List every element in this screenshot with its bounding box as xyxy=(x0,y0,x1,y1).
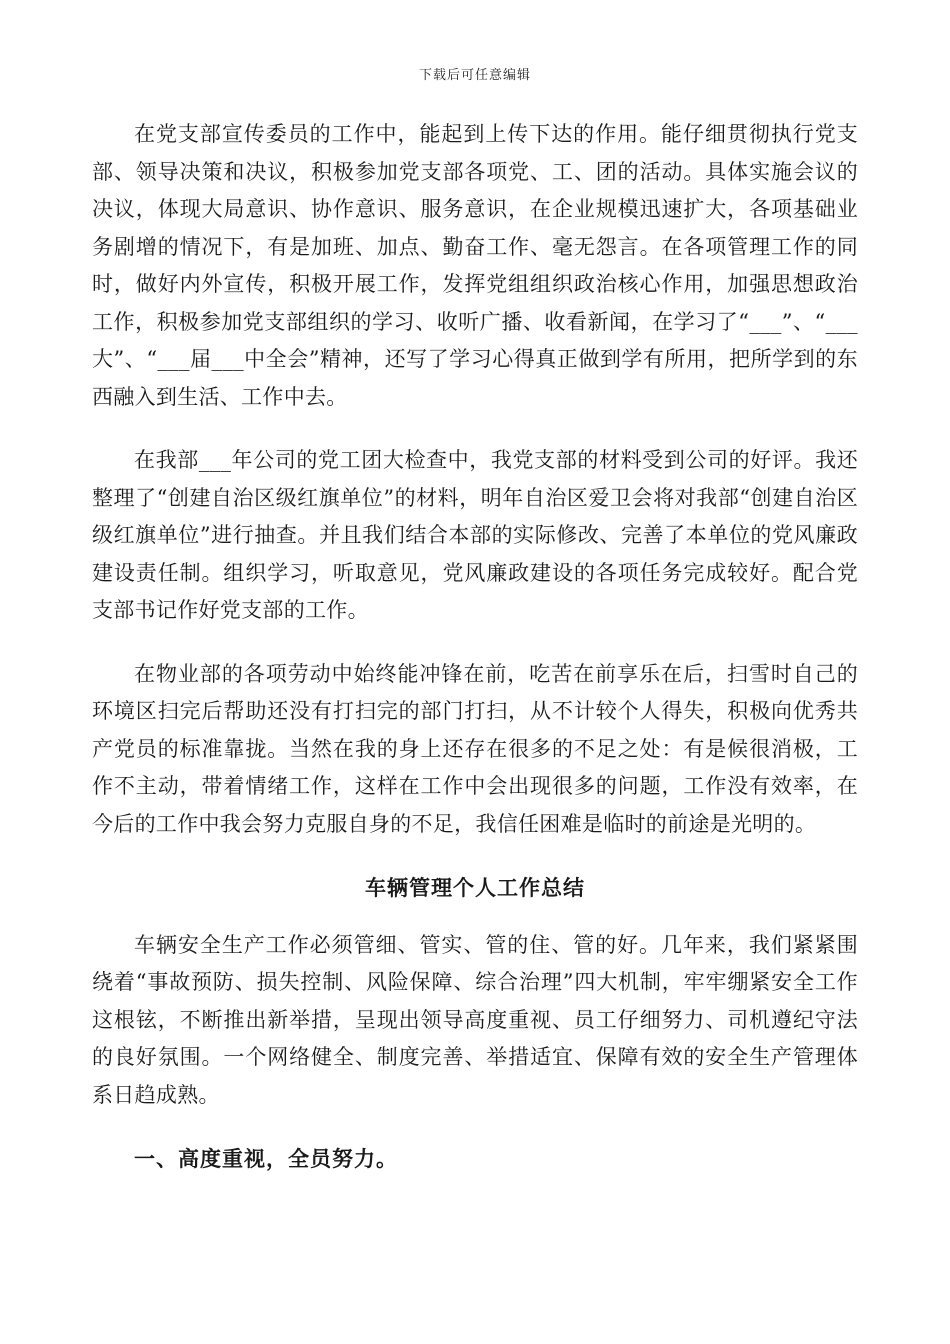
paragraph-party-work: 在党支部宣传委员的工作中，能起到上传下达的作用。能仔细贯彻执行党支部、领导决策和决议，积极参加党支部各项党、工、团的活动。具体实施会议的决议，体现大局意识、协作意识、服务意识，在企业规模迅速扩大，各项基础业务剧增的情况下，有是加班、加点、勤奋工作、毫无怨言。在各项管理工作的同时，做好内外宣传，积极开展工作，发挥党组组织政治核心作用，加强思想政治工作，积极参加党支部组织的学习、收听广播、收看新闻，在学习了“___”、“___大”、“___届___中全会”精神，还写了学习心得真正做到学有所用，把所学到的东西融入到生活、工作中去。 xyxy=(92,122,858,409)
section-heading-1: 一、高度重视，全员努力。 xyxy=(134,1146,398,1171)
paragraph-inspection: 在我部___年公司的党工团大检查中，我党支部的材料受到公司的好评。我还整理了“创建自治区级红旗单位”的材料，明年自治区爱卫会将对我部“创建自治区级红旗单位”进行抽查。并且我们结合本部的实际修改、完善了本单位的党风廉政建设责任制。组织学习，听取意见，党风廉政建设的各项任务完成较好。配合党支部书记作好党支部的工作。 xyxy=(92,448,858,622)
paragraph-labor: 在物业部的各项劳动中始终能冲锋在前，吃苦在前享乐在后，扫雪时自己的环境区扫完后帮助还没有打扫完的部门打扫，从不计较个人得失，积极向优秀共产党员的标准靠拢。当然在我的身上还存在很多的不足之处：有是候很消极，工作不主动，带着情绪工作，这样在工作中会出现很多的问题，工作没有效率，在今后的工作中我会努力克服自身的不足，我信任困难是临时的前途是光明的。 xyxy=(92,661,858,836)
paragraph-vehicle-safety: 车辆安全生产工作必须管细、管实、管的住、管的好。几年来，我们紧紧围绕着“事故预防、损失控制、风险保障、综合治理”四大机制，牢牢绷紧安全工作这根铉，不断推出新举措，呈现出领导高度重视、员工仔细努力、司机遵纪守法的良好氛围。一个网络健全、制度完善、举措适宜、保障有效的安全生产管理体系日趋成熟。 xyxy=(92,932,858,1107)
page-header: 下载后可任意编辑 xyxy=(418,68,531,83)
document-body xyxy=(92,116,858,1178)
section-title: 车辆管理个人工作总结 xyxy=(365,875,585,900)
